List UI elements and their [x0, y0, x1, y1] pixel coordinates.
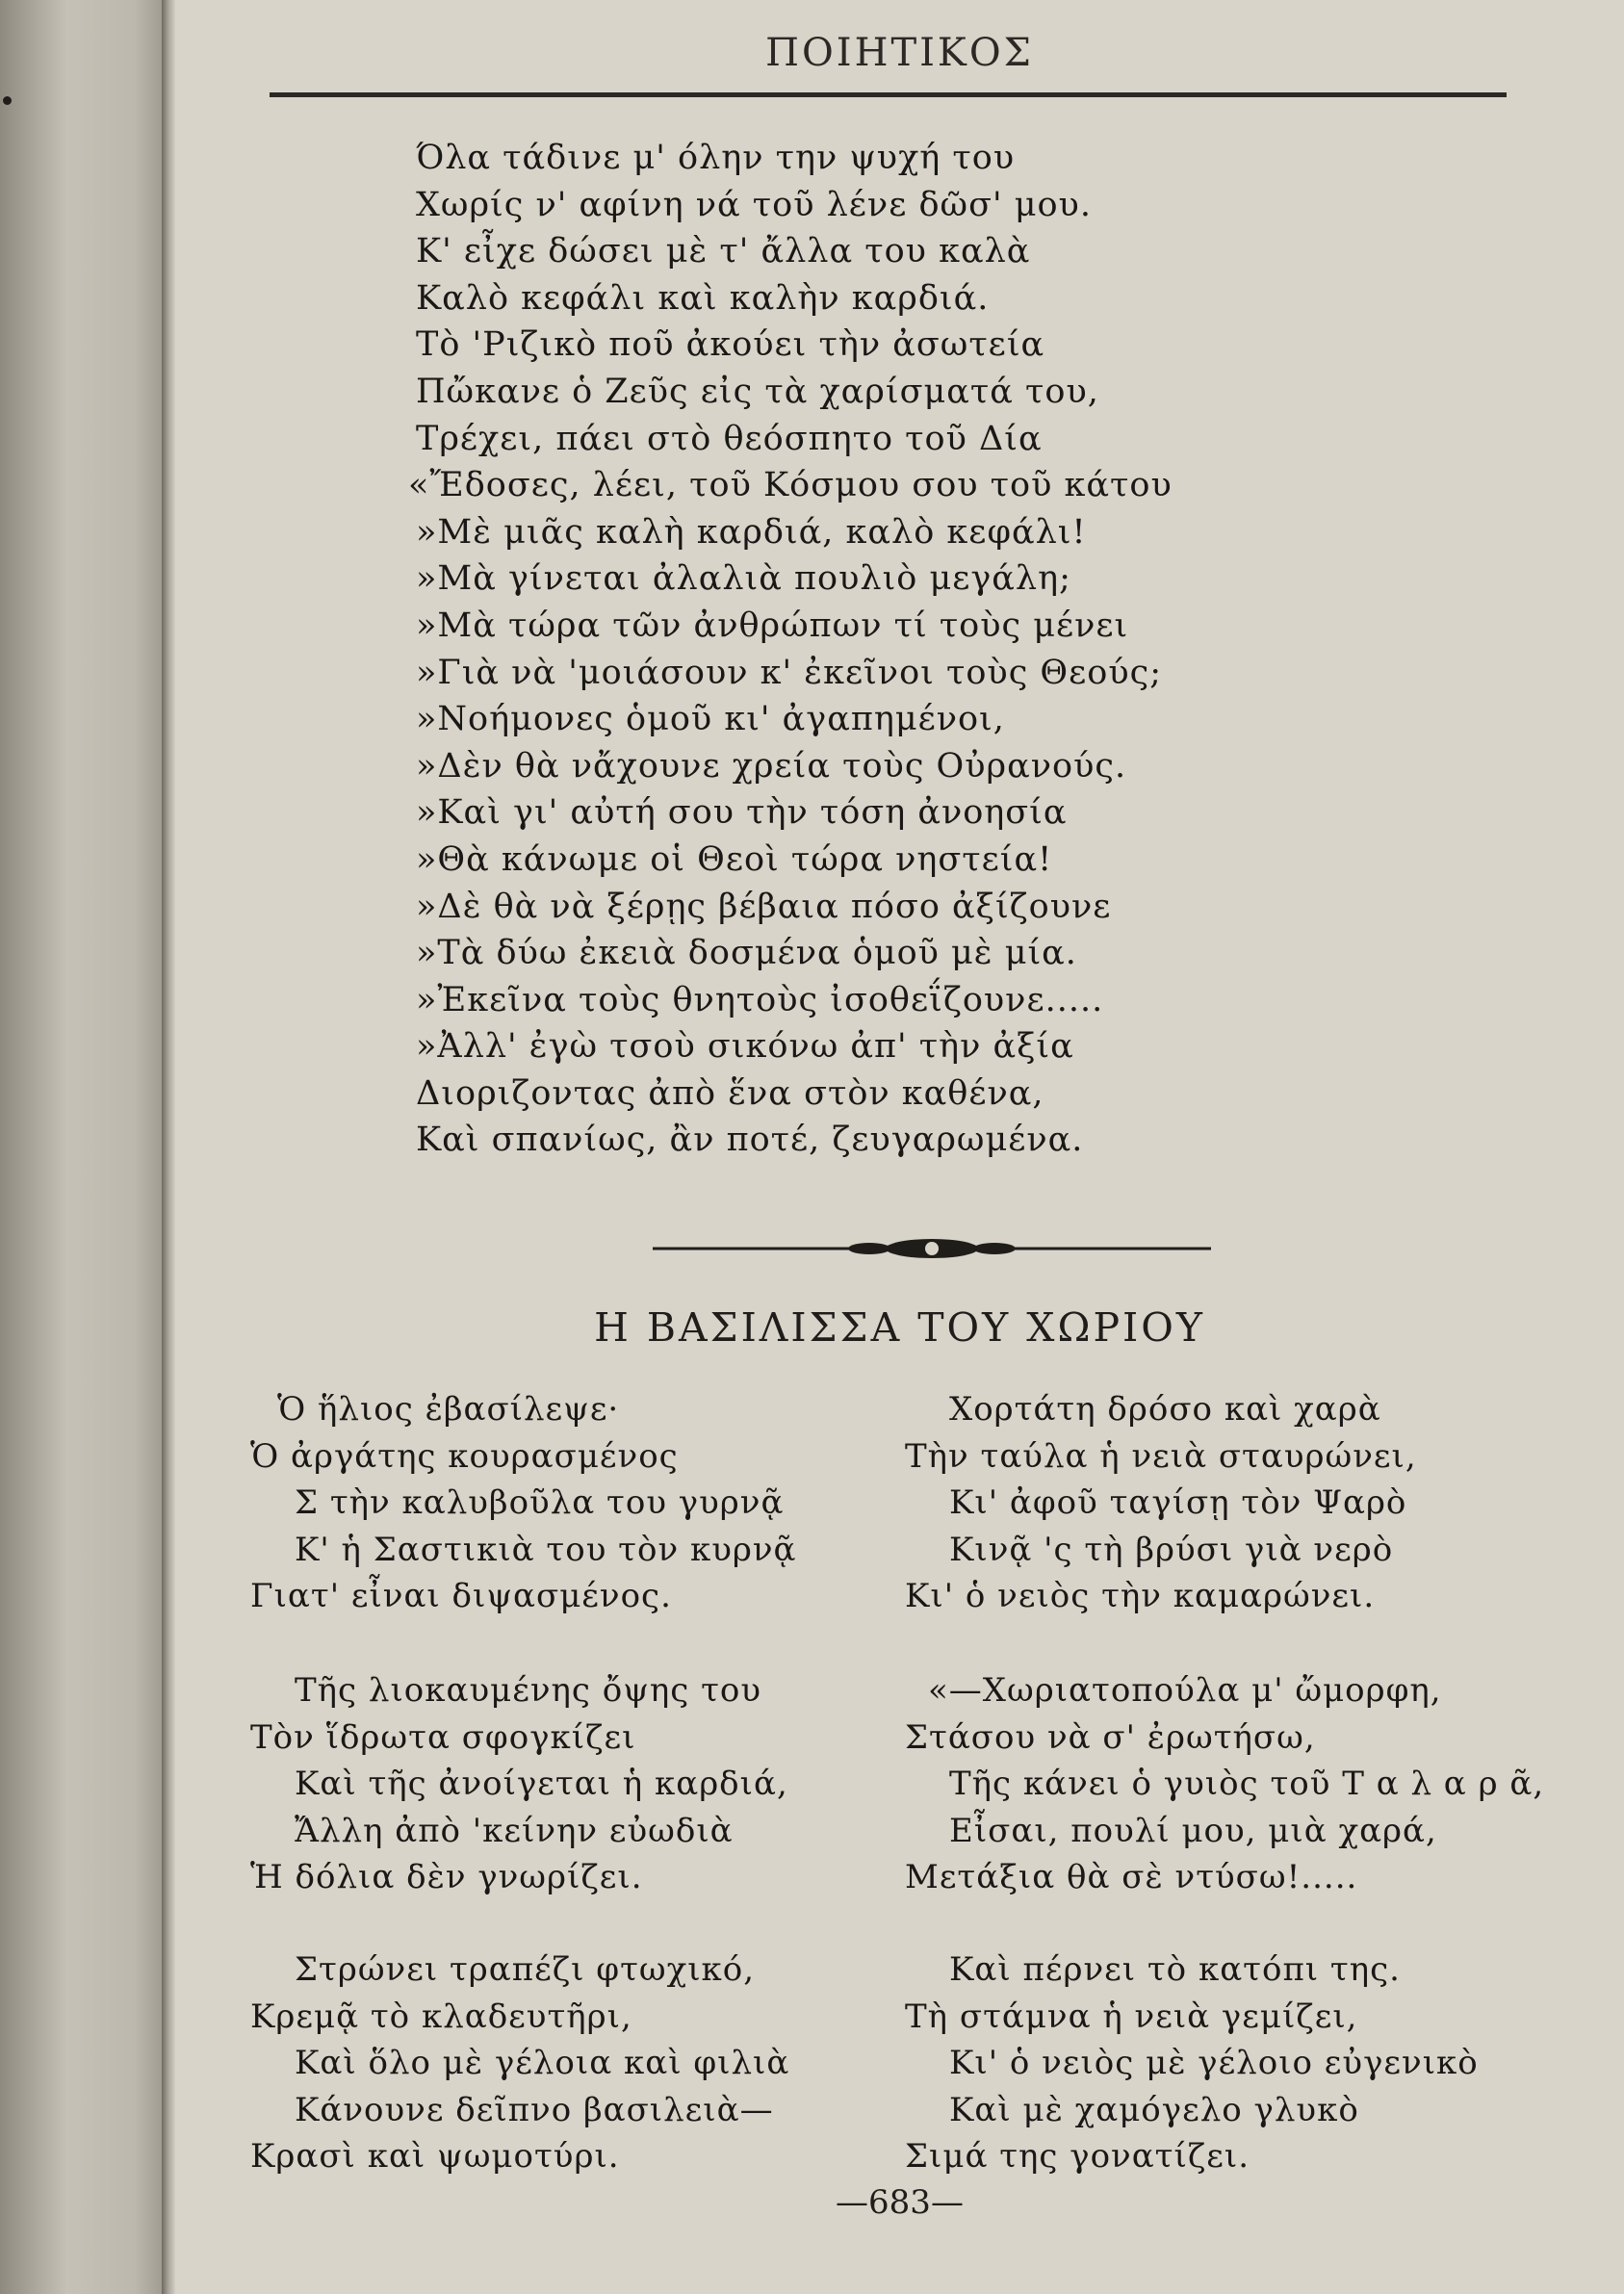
- page-number: —683—: [836, 2183, 964, 2222]
- poem-line: Κρεμᾷ τὸ κλαδευτῆρι,: [250, 1997, 632, 2036]
- poem-line: Κρασὶ καὶ ψωμοτύρι.: [250, 2137, 620, 2177]
- ink-dot: [3, 96, 12, 105]
- poem-line: Χορτάτη δρόσο καὶ χαρὰ: [949, 1390, 1381, 1429]
- poem-line: »Θὰ κάνωμε οἱ Θεοὶ τώρα νηστεία!: [416, 839, 1053, 879]
- poem-line: Καὶ πέρνει τὸ κατόπι της.: [949, 1950, 1401, 1989]
- header-rule: [270, 92, 1507, 97]
- poem-line: »Μὰ γίνεται ἀλαλιὰ πουλιὸ μεγάλη;: [416, 559, 1071, 599]
- poem-line: Ὁ ἥλιος ἐβασίλεψε·: [277, 1390, 620, 1429]
- book-page: [175, 0, 1624, 2294]
- poem-line: Καὶ ὅλο μὲ γέλοια καὶ φιλιὰ: [295, 2044, 790, 2083]
- poem-line: Εἶσαι, πουλί μου, μιὰ χαρά,: [949, 1811, 1437, 1850]
- facing-page-edge: [0, 0, 168, 2294]
- poem-line: Κι' ἀφοῦ ταγίσῃ τὸν Ψαρὸ: [949, 1483, 1407, 1523]
- poem-line: »Τὰ δύω ἐκειὰ δοσμένα ὁμοῦ μὲ μία.: [416, 934, 1077, 973]
- poem-line: Τὴν ταύλα ἡ νειὰ σταυρώνει,: [905, 1436, 1417, 1476]
- book-spine: [162, 0, 175, 2294]
- poem-line: Κάνουνε δεῖπνο βασιλειὰ—: [295, 2090, 774, 2129]
- poem-line: Όλα τάδινε μ' όλην την ψυχή του: [416, 139, 1016, 177]
- poem-line: Ἄλλη ἀπὸ 'κείνην εὐωδιὰ: [295, 1811, 734, 1850]
- stanza: [905, 1946, 1521, 2180]
- poem-title: Η ΒΑΣΙΛΙΣΣΑ ΤΟΥ ΧΩΡΙΟΥ: [594, 1304, 1205, 1351]
- poem-line: Ὁ ἀργάτης κουρασμένος: [250, 1436, 679, 1476]
- poem-line: «Ἔδοσες, λέει, τοῦ Κόσμου σου τοῦ κάτου: [408, 466, 1173, 505]
- poem-line: »Ἀλλ' ἐγὼ τσοὺ σικόνω ἀπ' τὴν ἀξία: [416, 1027, 1074, 1067]
- poem-line: »Μὲ μιᾶς καλὴ καρδιά, καλὸ κεφάλι!: [416, 512, 1087, 552]
- poem-line: Καὶ σπανίως, ἂν ποτέ, ζευγαρωμένα.: [416, 1121, 1084, 1160]
- poem-line: »Ἐκεῖνα τοὺς θνητοὺς ἰσοθεΐζουνε.....: [416, 980, 1104, 1019]
- poem-line: Γιατ' εἶναι διψασμένος.: [250, 1577, 672, 1616]
- poem-line: Τὴ στάμνα ἡ νειὰ γεμίζει,: [905, 1997, 1358, 2036]
- poem-line: »Γιὰ νὰ 'μοιάσουν κ' ἐκεῖνοι τοὺς Θεούς;: [416, 653, 1162, 692]
- poem-line: »Μὰ τώρα τῶν ἀνθρώπων τί τοὺς μένει: [416, 606, 1129, 645]
- poem-line: Κ' ἡ Σαστικιὰ του τὸν κυρνᾷ: [295, 1530, 797, 1569]
- poem-line: Στρώνει τραπέζι φτωχικό,: [295, 1950, 756, 1989]
- poem-line: Σιμά της γονατίζει.: [905, 2137, 1250, 2177]
- poem-line: Καὶ μὲ χαμόγελο γλυκὸ: [949, 2090, 1359, 2129]
- stanza: [250, 1946, 866, 2180]
- poem-line: Καλὸ κεφάλι καὶ καλὴν καρδιά.: [416, 278, 990, 318]
- stanza: [905, 1667, 1545, 1901]
- poem-line: Τὸν ἵδρωτα σφογκίζει: [250, 1717, 636, 1757]
- poem-line: Διοριζοντας ἀπὸ ἕνα στὸν καθένα,: [416, 1073, 1044, 1113]
- poem-line: »Δὲ θὰ νὰ ξέρῃς βέβαια πόσο ἀξίζουνε: [416, 887, 1112, 926]
- poem-line: »Νοήμονες ὁμοῦ κι' ἀγαπημένοι,: [416, 700, 1005, 739]
- poem-line: Κ' εἶχε δώσει μὲ τ' ἄλλα του καλὰ: [416, 232, 1031, 271]
- stanza: [250, 1386, 866, 1620]
- poem-line: Χωρίς ν' αφίνη νά τοῦ λένε δῶσ' μου.: [416, 185, 1092, 224]
- poem-line: Πὤκανε ὁ Ζεῦς εἰς τὰ χαρίσματά του,: [416, 372, 1099, 411]
- stanza: [250, 1667, 866, 1901]
- poem-line: Τὸ 'Ριζικὸ ποῦ ἀκούει τὴν ἀσωτεία: [416, 325, 1045, 365]
- poem-line: »Καὶ γι' αὐτή σου τὴν τόση ἀνοησία: [416, 793, 1068, 833]
- poem-line: Σ τὴν καλυβοῦλα του γυρνᾷ: [295, 1483, 785, 1523]
- poem-line: Κι' ὁ νειὸς μὲ γέλοιο εὐγενικὸ: [949, 2044, 1479, 2083]
- poem-line: Μετάξια θὰ σὲ ντύσω!.....: [905, 1858, 1358, 1897]
- poem-line: »Δὲν θὰ νἄχουνε χρεία τοὺς Οὐρανούς.: [416, 746, 1127, 786]
- poem-line: Τῆς λιοκαυμένης ὄψης του: [295, 1671, 762, 1710]
- poem-line: Τρέχει, πάει στὸ θεόσπητο τοῦ Δία: [416, 419, 1043, 458]
- running-header: ΠΟΙΗΤΙΚΟΣ: [765, 31, 1034, 75]
- poem-line: Στάσου νὰ σ' ἐρωτήσω,: [905, 1717, 1316, 1757]
- poem-line: Τῆς κάνει ὁ γυιὸς τοῦ Τ α λ α ρ ᾶ,: [949, 1765, 1545, 1804]
- poem-line: «—Χωριατοπούλα μ' ὤμορφη,: [928, 1671, 1442, 1710]
- poem-line: Καὶ τῆς ἀνοίγεται ἡ καρδιά,: [295, 1765, 788, 1804]
- poem-continued: [408, 135, 1523, 1164]
- stanza: [905, 1386, 1521, 1620]
- poem-line: Κι' ὁ νειὸς τὴν καμαρώνει.: [905, 1577, 1376, 1616]
- poem-line: Κινᾷ 'ς τὴ βρύσι γιὰ νερὸ: [949, 1530, 1394, 1569]
- ornament-divider: [653, 1224, 1211, 1273]
- poem-line: Ἡ δόλια δὲν γνωρίζει.: [250, 1858, 643, 1897]
